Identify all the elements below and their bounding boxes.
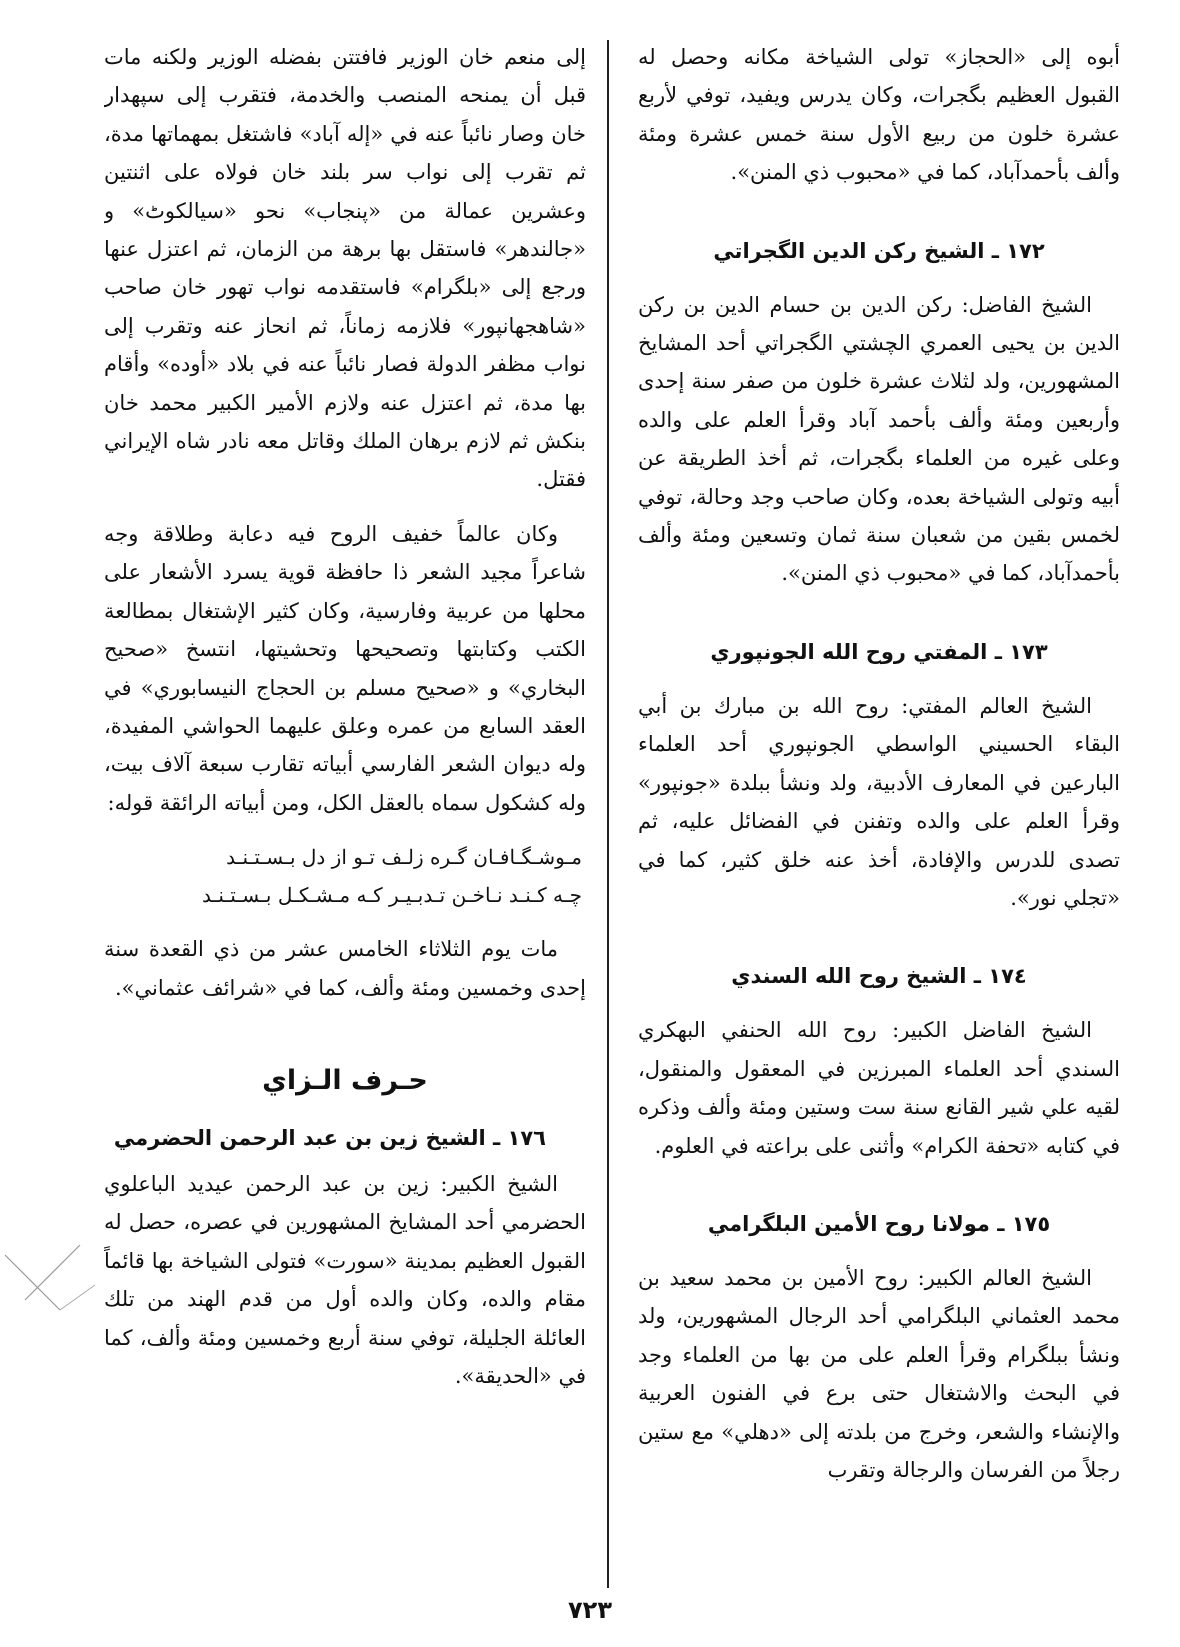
entry-text-176: الشيخ الكبير: زين بن عبد الرحمن عيديد الباعلوي الحضرمي أحد المشايخ المشهورين في عصره، حصل له القبول العظيم بمدينة «سورت» فتولى الشياخة بها قائماً مقام والده، وكان والده أول من قدم الهند من تلك العائلة الجليلة، توفي سنة أربع وخمسين ومئة وألف، كما في «الحديقة». <box>104 1171 586 1388</box>
entry-heading-174: ١٧٤ ـ الشيخ روح الله السندي <box>731 964 1027 989</box>
entry-heading-176: ١٧٦ ـ الشيخ زين بن عبد الرحمن الحضرمي <box>113 1125 546 1150</box>
letter-section-title: حـرف الـزاي <box>262 1064 428 1096</box>
continued-paragraph: إلى منعم خان الوزير فافتتن بفضله الوزير ولكنه مات قبل أن يمنحه المنصب والخدمة، فتقرب إلى سپهدار خان وصار نائباً عنه في «إله آباد» فاشتغل بمهماتها مدة، ثم تقرب إلى نواب سر بلند خان فولاه على اثنتين وعشرين عمالة من «پنجاب» نحو «سيالكوٹ» و «جالندهر» فاستقل بها برهة من الزمان، ثم اعتزل عنها ورجع إلى «بلگرام» فاستقدمه نواب تهور خان صاحب «شاهجهانپور» فلازمه زماناً، ثم انحاز عنه وتقرب إلى نواب مظفر الدولة فصار نائباً عنه في بلاد «أوده» وأقام بها مدة، ثم اعتزل عنه ولازم الأمير الكبير محمد خان بنكش ثم لازم برهان الملك وقاتل معه نادر شاه الإيراني فقتل. <box>104 45 586 492</box>
verse-line-1: مـوشـگـافـان گـره زلـف تـو از دل بـسـتـنـد <box>226 845 582 870</box>
scholar-paragraph: وكان عالماً خفيف الروح فيه دعابة وطلاقة وجه شاعراً مجيد الشعر ذا حافظة قوية يسرد الأشعار على محلها من عربية وفارسية، وكان كثير الإشتغال بمطالعة الكتب وكتابتها وتصحيحها وتحشيتها، انتسخ «صحيح البخاري» و «صحيح مسلم بن الحجاج النيسابوري» في العقد السابع من عمره وعلق عليهما الحواشي المفيدة، وله ديوان الشعر الفارسي أبياته تقارب سبعة آلاف بيت، وله كشكول سماه بالعقل الكل، ومن أبياته الرائقة قوله: <box>104 521 586 815</box>
entry-text-172: الشيخ الفاضل: ركن الدين بن حسام الدين بن ركن الدين بن يحيى العمري الچشتي الگجراتي أحد المشايخ المشهورين، ولد لثلاث عشرة خلون من صفر سنة إحدى وأربعين ومئة وألف بأحمد آباد وقرأ العلم على والده وعلى غيره من العلماء بگجرات، ثم أخذ الطريقة عن أبيه وتولى الشياخة بعده، وكان صاحب وجد وحالة، توفي لخمس بقين من شعبان سنة ثمان وتسعين ومئة وألف بأحمدآباد، كما في «محبوب ذي المنن». <box>638 292 1120 586</box>
left-column <box>104 38 586 1583</box>
column-divider <box>607 40 609 1588</box>
entry-text-173: الشيخ العالم المفتي: روح الله بن مبارك بن أبي البقاء الحسيني الواسطي الجونپوري أحد العلماء البارعين في المعارف الأدبية، ولد ونشأ ببلدة «جونپور» وقرأ العلم على والده وتفنن في الفضائل عليه، ثم تصدى للدرس والإفادة، أخذ عنه خلق كثير، كما في «تجلي نور». <box>638 693 1120 910</box>
entry-heading-173: ١٧٣ ـ المفتي روح الله الجونپوري <box>710 639 1048 664</box>
right-column <box>638 38 1120 1583</box>
death-paragraph: مات يوم الثلاثاء الخامس عشر من ذي القعدة سنة إحدى وخمسين ومئة وألف، كما في «شرائف عثماني». <box>104 937 586 1000</box>
entry-text-174: الشيخ الفاضل الكبير: روح الله الحنفي البهكري السندي أحد العلماء المبرزين في المعقول والمنقول، لقيه علي شير القانع سنة ست وستين ومئة وألف وذكره في كتابه «تحفة الكرام» وأثنى على براعته في العلوم. <box>638 1018 1120 1158</box>
entry-text-175: الشيخ العالم الكبير: روح الأمين بن محمد سعيد بن محمد العثماني البلگرامي أحد الرجال المشهورين، ولد ونشأ ببلگرام وقرأ العلم على من بها من العلماء وجد في البحث والاشتغال حتى برع في الفنون العربية والإنشاء والشعر، وخرج من بلدته إلى «دهلي» مع ستين رجلاً من الفرسان والرجالة وتقرب <box>638 1265 1120 1482</box>
entry-heading-175: ١٧٥ ـ مولانا روح الأمين البلگرامي <box>707 1211 1051 1236</box>
verse-line-2: چـه كـنـد نـاخـن تـدبـيـر كـه مـشـكـل بـسـتـنـد <box>202 883 582 908</box>
pencil-mark-icon <box>0 1225 110 1335</box>
entry-heading-172: ١٧٢ ـ الشيخ ركن الدين الگجراتي <box>713 238 1045 263</box>
intro-paragraph: أبوه إلى «الحجاز» تولى الشياخة مكانه وحصل له القبول العظيم بگجرات، وكان يدرس ويفيد، توفي لأربع عشرة خلون من ربيع الأول سنة خمس عشرة ومئة وألف بأحمدآباد، كما في «محبوب ذي المنن». <box>638 45 1120 185</box>
page-number: ٧٢٣ <box>568 1596 612 1624</box>
